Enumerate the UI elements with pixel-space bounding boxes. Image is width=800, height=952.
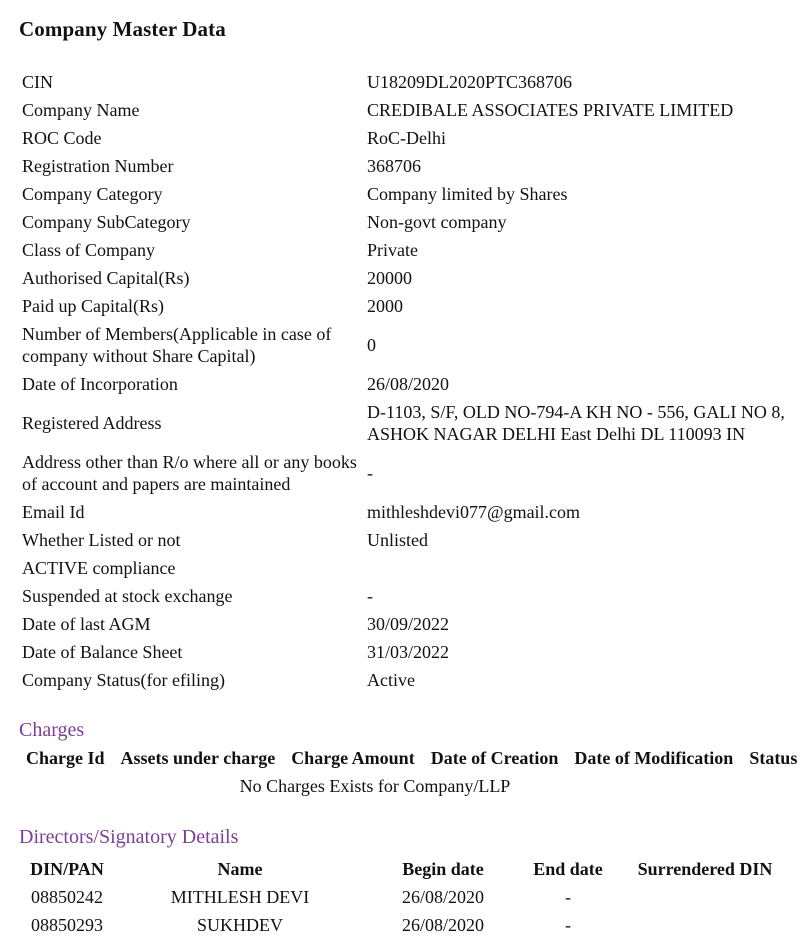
field-label: ROC Code (22, 128, 102, 148)
field-value: RoC-Delhi (367, 128, 446, 148)
table-row (22, 883, 792, 911)
field-value: 0 (367, 335, 376, 355)
column-header: DIN/PAN (30, 858, 104, 879)
cell-begin-date: 26/08/2020 (401, 914, 484, 935)
master-row-class-of-company (22, 236, 792, 264)
column-header: Date of Modification (574, 748, 734, 768)
master-row-paid-up-capital (22, 292, 792, 320)
field-value: - (367, 463, 373, 483)
field-label: Email Id (22, 502, 85, 522)
field-value: - (367, 586, 373, 606)
table-header-row (22, 855, 792, 883)
field-value: U18209DL2020PTC368706 (367, 72, 573, 92)
master-row-registered-address (22, 398, 792, 448)
column-header: Surrendered DIN (637, 858, 773, 879)
field-value: 2000 (367, 296, 403, 316)
master-row-registration-number (22, 152, 792, 180)
master-row-balance-sheet (22, 638, 792, 666)
column-header: Charge Amount (291, 748, 415, 768)
field-label: Registration Number (22, 156, 174, 176)
field-value: 26/08/2020 (367, 374, 450, 394)
column-header: Name (217, 858, 263, 879)
field-label: Date of Balance Sheet (22, 642, 183, 662)
field-value: 20000 (367, 268, 412, 288)
master-row-listed-status (22, 526, 792, 554)
field-label: Date of Incorporation (22, 374, 178, 394)
master-row-company-category (22, 180, 792, 208)
master-row-last-agm (22, 610, 792, 638)
column-header: Assets under charge (120, 748, 276, 768)
cell-name: SUKHDEV (196, 914, 283, 935)
field-value: 368706 (367, 156, 421, 176)
field-value: CREDIBALE ASSOCIATES PRIVATE LIMITED (367, 100, 734, 120)
cell-surrendered-din (618, 883, 792, 911)
field-value: D-1103, S/F, OLD NO-794-A KH NO - 556, GALI NO 8, ASHOK NAGAR DELHI East Delhi DL 110093 IN (367, 402, 785, 444)
field-label: Registered Address (22, 413, 162, 433)
column-header: Begin date (402, 858, 484, 879)
field-value: 31/03/2022 (367, 642, 450, 662)
master-row-email-id (22, 498, 792, 526)
master-row-authorised-capital (22, 264, 792, 292)
master-row-number-of-members (22, 320, 792, 370)
field-label: Paid up Capital(Rs) (22, 296, 164, 316)
cell-begin-date: 26/08/2020 (401, 886, 484, 907)
field-label: Authorised Capital(Rs) (22, 268, 190, 288)
field-value: mithleshdevi077@gmail.com (367, 502, 581, 522)
master-row-company-status (22, 666, 792, 694)
column-header: Date of Creation (430, 748, 559, 768)
field-label: Company Category (22, 184, 163, 204)
master-row-books-address (22, 448, 792, 498)
table-row (22, 911, 792, 939)
field-value: 30/09/2022 (367, 614, 450, 634)
charges-empty-message: No Charges Exists for Company/LLP (239, 776, 511, 796)
cell-din: 08850242 (31, 886, 103, 907)
field-value: Active (367, 670, 415, 690)
field-label: ACTIVE compliance (22, 558, 176, 578)
company-master-table (22, 68, 792, 694)
charges-table-header (26, 748, 798, 769)
directors-table (22, 855, 792, 939)
field-label: Company Name (22, 100, 140, 120)
field-value: Non-govt company (367, 212, 507, 232)
field-label: Whether Listed or not (22, 530, 181, 550)
cell-name: MITHLESH DEVI (170, 886, 310, 907)
field-label: CIN (22, 72, 53, 92)
directors-section-title: Directors/Signatory Details (19, 826, 239, 848)
cell-din: 08850293 (31, 914, 103, 935)
column-header: End date (533, 858, 603, 879)
cell-end-date: - (565, 886, 571, 907)
field-label: Company Status(for efiling) (22, 670, 225, 690)
page-title: Company Master Data (19, 17, 226, 41)
column-header: Status (749, 748, 798, 768)
column-header: Charge Id (26, 748, 105, 768)
master-row-suspended (22, 582, 792, 610)
master-row-date-of-incorporation (22, 370, 792, 398)
field-label: Suspended at stock exchange (22, 586, 233, 606)
master-row-roc-code (22, 124, 792, 152)
field-label: Date of last AGM (22, 614, 151, 634)
master-row-active-compliance (22, 554, 792, 582)
charges-section-title: Charges (19, 719, 85, 741)
master-row-company-name (22, 96, 792, 124)
field-value: Company limited by Shares (367, 184, 568, 204)
field-value: Private (367, 240, 418, 260)
cell-end-date: - (565, 914, 571, 935)
field-label: Company SubCategory (22, 212, 191, 232)
field-label: Class of Company (22, 240, 155, 260)
field-value: Unlisted (367, 530, 428, 550)
cell-surrendered-din (618, 911, 792, 939)
master-row-company-subcategory (22, 208, 792, 236)
master-row-cin (22, 68, 792, 96)
field-label: Address other than R/o where all or any books of account and papers are maintained (22, 452, 357, 494)
field-label: Number of Members(Applicable in case of company without Share Capital) (22, 324, 332, 366)
